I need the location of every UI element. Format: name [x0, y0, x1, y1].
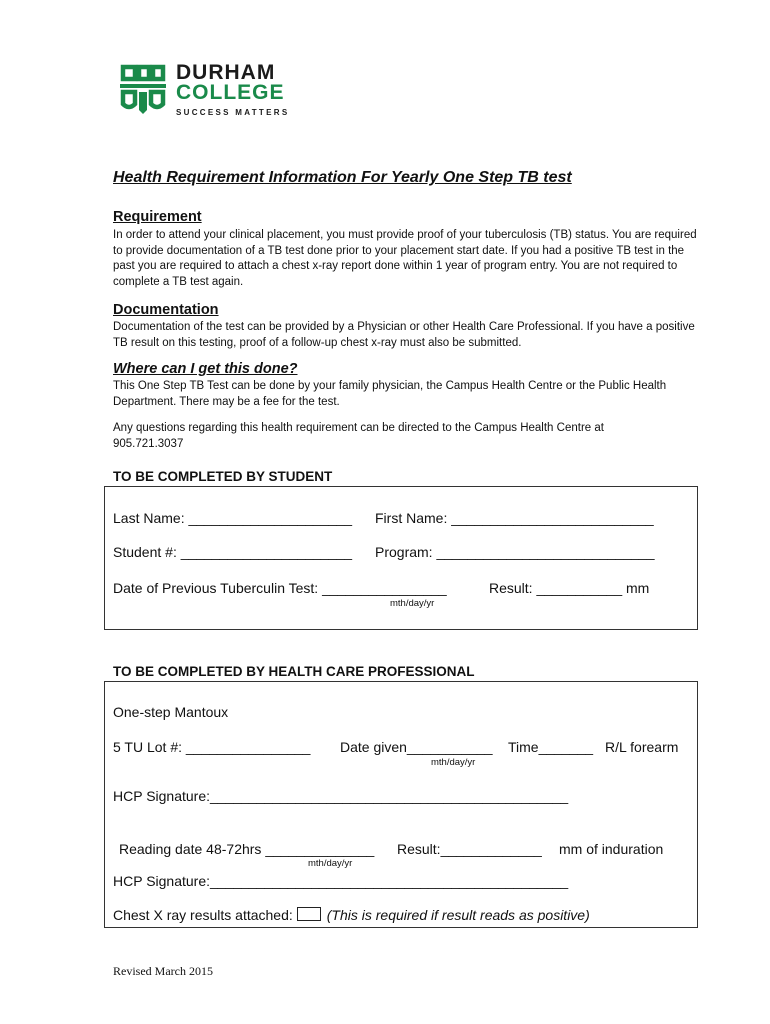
logo-line-1: DURHAM: [176, 61, 276, 84]
reading-date-field[interactable]: Reading date 48-72hrs ______________: [119, 841, 375, 857]
reading-result-field[interactable]: Result:_____________: [397, 841, 542, 857]
student-section-heading: TO BE COMPLETED BY STUDENT: [113, 469, 333, 484]
where-heading: Where can I get this done?: [113, 361, 298, 377]
date-format-hint: mth/day/yr: [390, 598, 435, 609]
lot-number-field[interactable]: 5 TU Lot #: ________________: [113, 739, 311, 755]
date-given-format-hint: mth/day/yr: [431, 757, 476, 768]
hcp-form-box: [104, 681, 698, 928]
college-logo: [120, 62, 300, 122]
page-title: Health Requirement Information For Yearly One Step TB test: [113, 169, 572, 186]
hcp-section-heading: TO BE COMPLETED BY HEALTH CARE PROFESSIONAL: [113, 664, 475, 679]
last-name-field[interactable]: Last Name: _____________________: [113, 510, 352, 526]
hcp-signature-field-1[interactable]: HCP Signature:______________________________________________: [113, 788, 569, 804]
documentation-heading: Documentation: [113, 302, 219, 318]
student-form-box: [104, 486, 698, 630]
first-name-field[interactable]: First Name: __________________________: [375, 510, 654, 526]
hcp-signature-field-2[interactable]: HCP Signature:______________________________________________: [113, 873, 569, 889]
previous-test-date-field[interactable]: Date of Previous Tuberculin Test: ________________: [113, 580, 447, 596]
shield-grid-icon: [120, 64, 166, 116]
mantoux-label: One-step Mantoux: [113, 704, 229, 720]
program-field[interactable]: Program: ____________________________: [375, 544, 655, 560]
documentation-text: Documentation of the test can be provided by a Physician or other Health Care Professional. If you have a positive TB result on this testing, proof of a follow-up chest x-ray must also be submitted.: [113, 321, 695, 349]
questions-text: Any questions regarding this health requirement can be directed to the Campus Health Centre at 905.721.3037: [113, 422, 604, 450]
chest-xray-checkbox[interactable]: [297, 907, 321, 921]
chest-xray-note: (This is required if result reads as positive): [326, 907, 590, 923]
induration-label: mm of induration: [559, 841, 664, 857]
where-text: This One Step TB Test can be done by your family physician, the Campus Health Centre or the Public Health Department. There may be a fee for the test.: [113, 380, 667, 408]
requirement-heading: Requirement: [113, 209, 202, 225]
student-number-field[interactable]: Student #: ______________________: [113, 544, 353, 560]
reading-date-format-hint: mth/day/yr: [308, 858, 353, 869]
time-field[interactable]: Time_______: [508, 739, 594, 755]
previous-result-field[interactable]: Result: ___________ mm: [489, 580, 650, 596]
chest-xray-row: [113, 907, 590, 923]
logo-line-2: COLLEGE: [176, 81, 285, 104]
date-given-field[interactable]: Date given___________: [340, 739, 493, 755]
chest-xray-label: Chest X ray results attached:: [113, 907, 293, 923]
revision-footer: Revised March 2015: [113, 964, 213, 978]
logo-tagline: SUCCESS MATTERS: [176, 108, 290, 117]
requirement-text: In order to attend your clinical placement, you must provide proof of your tuberculosis (TB) status. You are required to provide documentation of a TB test done prior to your placement start date. If you had a positive TB test in the past you are required to attach a chest x-ray report done within 1 year of program entry. You are not required to complete a TB test again.: [113, 229, 697, 288]
forearm-label: R/L forearm: [605, 739, 679, 755]
